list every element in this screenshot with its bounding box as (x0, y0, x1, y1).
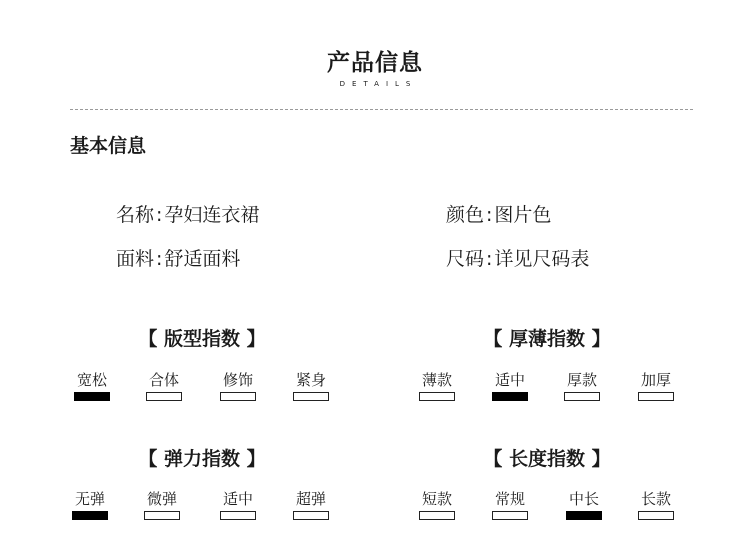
info-value: 详见尺码表 (494, 248, 590, 270)
option-indicator (638, 511, 674, 520)
option-indicator (146, 392, 182, 401)
option-label: 薄款 (421, 371, 452, 389)
option-label: 紧身 (295, 371, 326, 389)
length-index-title: 【 长度指数 】 (483, 448, 611, 470)
option-indicator (293, 392, 329, 401)
option-indicator-selected (74, 392, 110, 401)
option-label: 适中 (494, 371, 525, 389)
elasticity-index-title: 【 弹力指数 】 (138, 448, 266, 470)
info-label: 颜色 (446, 204, 485, 226)
option-indicator (638, 392, 674, 401)
option-label: 无弹 (74, 490, 105, 508)
info-separator: : (486, 248, 493, 270)
info-value: 图片色 (494, 204, 552, 226)
info-separator: : (486, 204, 493, 226)
info-value: 舒适面料 (164, 248, 241, 270)
option-indicator (220, 511, 256, 520)
option-label: 长款 (640, 490, 671, 508)
option-indicator (492, 511, 528, 520)
dashed-divider (70, 109, 693, 110)
fit-index-title: 【 版型指数 】 (138, 328, 266, 350)
option-label: 微弹 (146, 490, 177, 508)
option-label: 中长 (568, 490, 599, 508)
option-indicator-selected (492, 392, 528, 401)
info-label: 面料 (116, 248, 155, 270)
info-item-fabric (116, 244, 240, 271)
option-label: 常规 (494, 490, 525, 508)
option-label: 厚款 (566, 371, 597, 389)
info-separator: : (156, 204, 163, 226)
option-indicator (293, 511, 329, 520)
option-indicator (144, 511, 180, 520)
option-label: 超弹 (295, 490, 326, 508)
option-label: 修饰 (222, 371, 253, 389)
page-title: 产品信息 (327, 50, 423, 76)
info-separator: : (156, 248, 163, 270)
option-label: 宽松 (76, 371, 107, 389)
option-label: 合体 (148, 371, 179, 389)
option-indicator-selected (566, 511, 602, 520)
info-item-size (446, 244, 589, 271)
thickness-index-title: 【 厚薄指数 】 (483, 328, 611, 350)
section-title: 基本信息 (70, 135, 147, 157)
info-label: 尺码 (446, 248, 485, 270)
info-label: 名称 (116, 204, 155, 226)
option-label: 短款 (421, 490, 452, 508)
page-subtitle: DETAILS (339, 80, 418, 88)
option-indicator (220, 392, 256, 401)
info-value: 孕妇连衣裙 (164, 204, 260, 226)
info-item-name (116, 200, 259, 227)
option-label: 加厚 (640, 371, 671, 389)
option-indicator (419, 392, 455, 401)
option-indicator-selected (72, 511, 108, 520)
option-label: 适中 (222, 490, 253, 508)
info-item-color (446, 200, 551, 227)
option-indicator (564, 392, 600, 401)
option-indicator (419, 511, 455, 520)
